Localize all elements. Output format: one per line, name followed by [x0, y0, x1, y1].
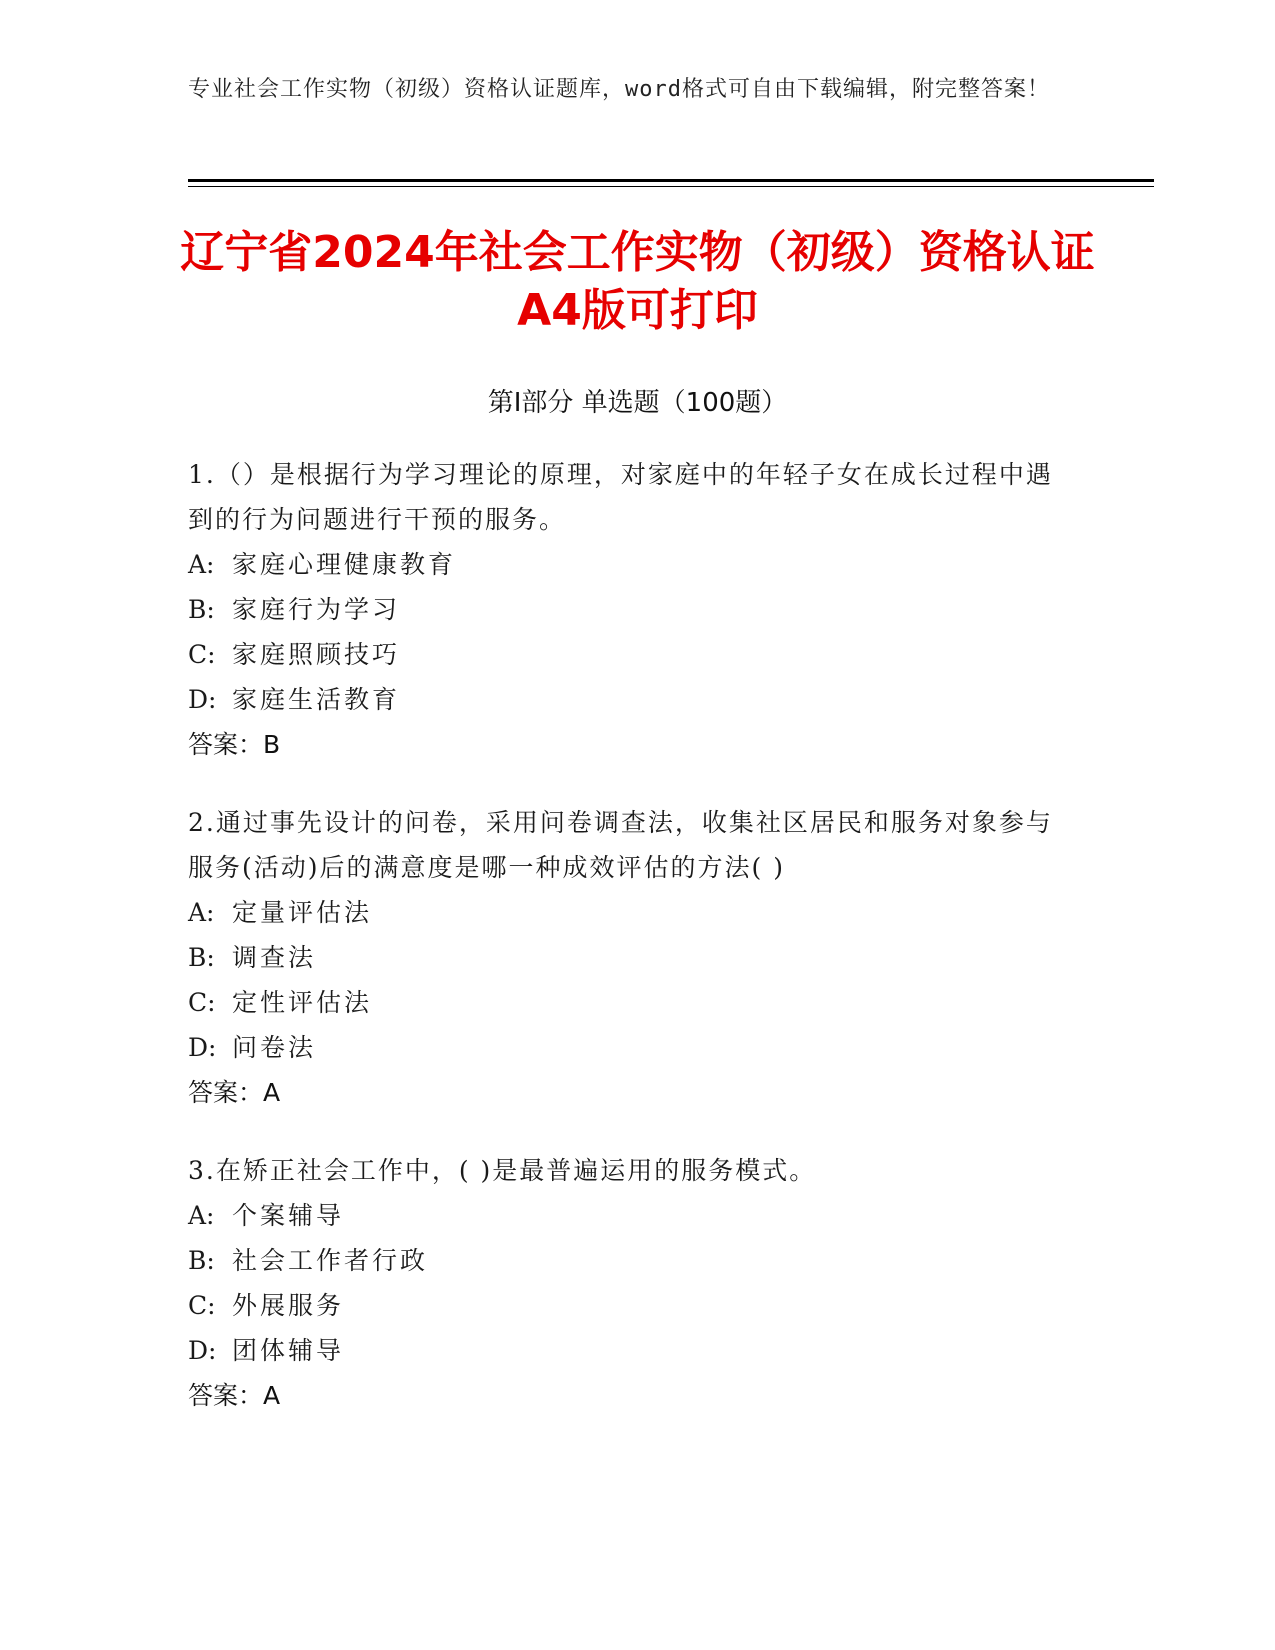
answer-label: 答案： [188, 1381, 264, 1410]
option-text: 家庭心理健康教育 [232, 550, 457, 579]
section-title: 第Ⅰ部分 单选题（100题） [487, 388, 788, 418]
option-letter: B: [188, 943, 215, 972]
option-letter: C: [188, 640, 216, 669]
option-b [188, 935, 1068, 980]
option-letter: D: [188, 1033, 217, 1062]
header-divider-thin [188, 186, 1154, 187]
option-a [188, 890, 1068, 935]
option-a [188, 1193, 1068, 1238]
answer-label: 答案： [188, 1078, 264, 1107]
question-stem: 1.（）是根据行为学习理论的原理，对家庭中的年轻子女在成长过程中遇到的行为问题进行干预的服务。 [188, 460, 1053, 534]
option-d [188, 1328, 1068, 1373]
option-letter: D: [188, 1336, 217, 1365]
option-d [188, 1025, 1068, 1070]
question-stem: 3.在矫正社会工作中，( )是最普遍运用的服务模式。 [188, 1156, 817, 1185]
option-d [188, 677, 1068, 722]
question-stem: 2.通过事先设计的问卷，采用问卷调查法，收集社区居民和服务对象参与服务(活动)后的满意度是哪一种成效评估的方法( ) [188, 808, 1053, 882]
option-text: 个案辅导 [232, 1201, 345, 1230]
header-note: 专业社会工作实物（初级）资格认证题库，word格式可自由下载编辑，附完整答案！ [188, 77, 1050, 102]
option-letter: A: [188, 898, 215, 927]
option-text: 问卷法 [232, 1033, 317, 1062]
answer-line [188, 1070, 1068, 1115]
option-text: 外展服务 [232, 1291, 345, 1320]
option-letter: C: [188, 1291, 216, 1320]
option-text: 调查法 [232, 943, 317, 972]
document-title: 辽宁省2024年社会工作实物（初级）资格认证A4版可打印 [180, 227, 1095, 336]
option-letter: A: [188, 550, 215, 579]
option-text: 家庭行为学习 [232, 595, 401, 624]
answer-value: B [263, 730, 281, 759]
option-text: 家庭照顾技巧 [232, 640, 401, 669]
option-text: 社会工作者行政 [232, 1246, 429, 1275]
option-letter: D: [188, 685, 217, 714]
option-c [188, 1283, 1068, 1328]
option-letter: A: [188, 1201, 215, 1230]
option-text: 定量评估法 [232, 898, 373, 927]
option-b [188, 587, 1068, 632]
option-letter: C: [188, 988, 216, 1017]
answer-value: A [263, 1078, 281, 1107]
option-letter: B: [188, 1246, 215, 1275]
answer-value: A [263, 1381, 281, 1410]
option-text: 定性评估法 [232, 988, 373, 1017]
question-1 [188, 452, 1068, 767]
option-a [188, 542, 1068, 587]
option-c [188, 632, 1068, 677]
option-b [188, 1238, 1068, 1283]
answer-line [188, 722, 1068, 767]
header-divider-thick [188, 179, 1154, 182]
question-2 [188, 800, 1068, 1115]
option-letter: B: [188, 595, 215, 624]
option-text: 团体辅导 [232, 1336, 345, 1365]
option-text: 家庭生活教育 [232, 685, 401, 714]
question-3 [188, 1148, 1068, 1418]
answer-label: 答案： [188, 730, 264, 759]
option-c [188, 980, 1068, 1025]
answer-line [188, 1373, 1068, 1418]
